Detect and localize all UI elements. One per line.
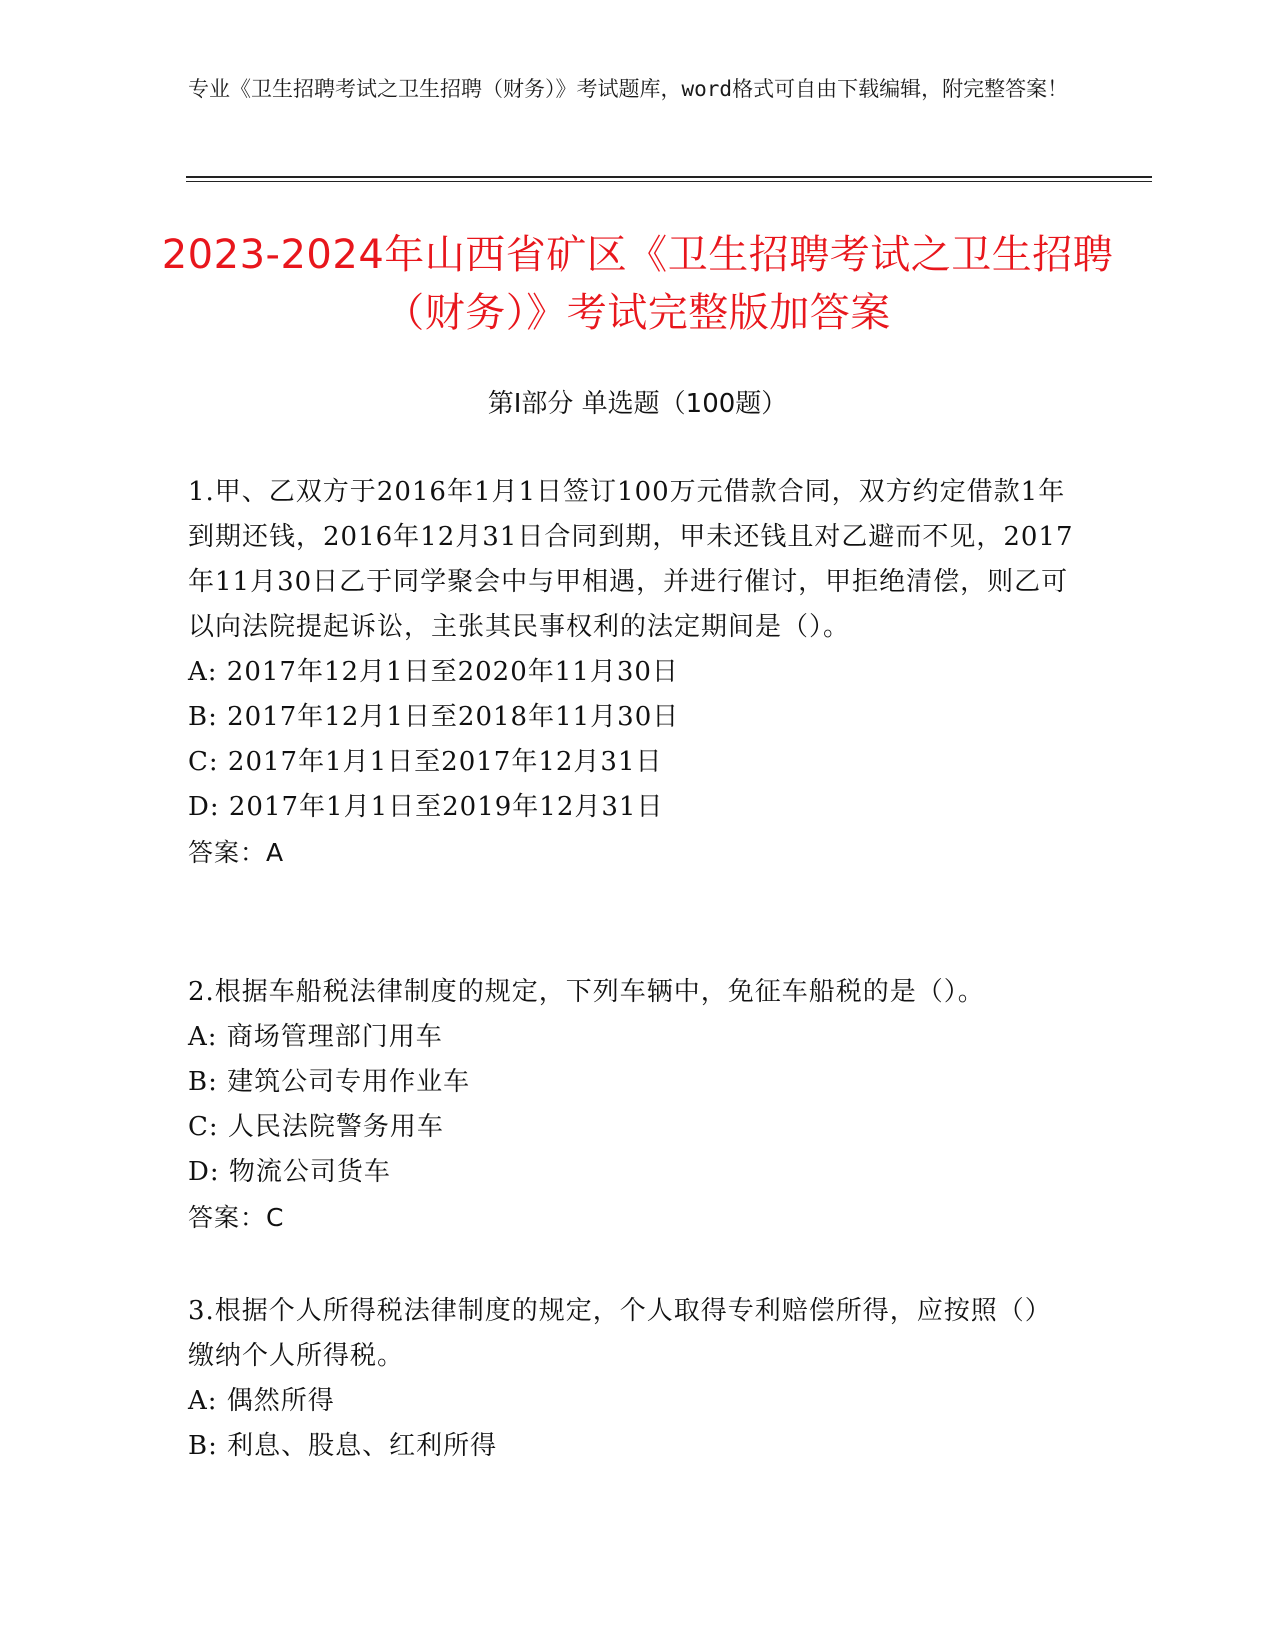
option-c: C: 人民法院警务用车 — [188, 1112, 444, 1142]
question-1 — [188, 470, 1078, 875]
header-note: 专业《卫生招聘考试之卫生招聘（财务）》考试题库，word格式可自由下载编辑，附完整答案！ — [188, 77, 1069, 101]
option-b: B: 建筑公司专用作业车 — [188, 1067, 471, 1097]
option-d: D: 2017年1月1日至2019年12月31日 — [188, 792, 664, 822]
option-b: B: 2017年12月1日至2018年11月30日 — [188, 702, 680, 732]
option-a: A: 商场管理部门用车 — [188, 1022, 443, 1052]
question-3 — [188, 1289, 1078, 1469]
question-stem: 1.甲、乙双方于2016年1月1日签订100万元借款合同，双方约定借款1年到期还钱，2016年12月31日合同到期，甲未还钱且对乙避而不见，2017年11月30日乙于同学聚会中与甲相遇，并进行催讨，甲拒绝清偿，则乙可以向法院提起诉讼，主张其民事权利的法定期间是（）。 — [188, 477, 1074, 642]
section-heading: 第I部分 单选题（100题） — [487, 389, 788, 419]
option-a: A: 2017年12月1日至2020年11月30日 — [188, 657, 679, 687]
question-stem: 2.根据车船税法律制度的规定，下列车辆中，免征车船税的是（）。 — [188, 977, 985, 1007]
question-stem: 3.根据个人所得税法律制度的规定，个人取得专利赔偿所得，应按照（）缴纳个人所得税。 — [188, 1296, 1052, 1371]
header-rule-thick — [186, 176, 1152, 178]
option-a: A: 偶然所得 — [188, 1386, 335, 1416]
option-d: D: 物流公司货车 — [188, 1157, 391, 1187]
option-b: B: 利息、股息、红利所得 — [188, 1431, 498, 1461]
header-rule-thin — [186, 181, 1152, 182]
question-2 — [188, 970, 1078, 1240]
document-title: 2023-2024年山西省矿区《卫生招聘考试之卫生招聘（财务）》考试完整版加答案 — [161, 232, 1114, 336]
answer: 答案：C — [188, 1203, 285, 1232]
answer: 答案：A — [188, 838, 285, 867]
option-c: C: 2017年1月1日至2017年12月31日 — [188, 747, 663, 777]
